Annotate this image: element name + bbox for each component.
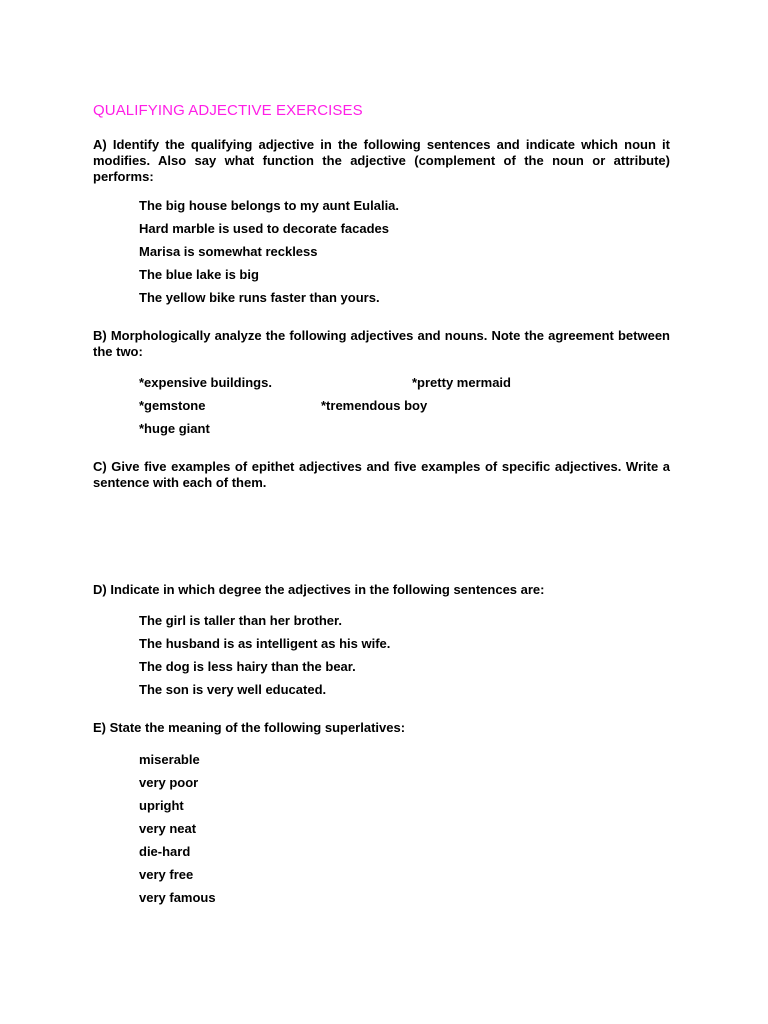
section-d-item: The husband is as intelligent as his wife. xyxy=(139,636,391,651)
section-d-item: The girl is taller than her brother. xyxy=(139,613,342,628)
section-d-item: The dog is less hairy than the bear. xyxy=(139,659,356,674)
section-a-item: The blue lake is big xyxy=(139,267,259,282)
section-e-item: upright xyxy=(139,798,184,813)
section-b-item: *gemstone xyxy=(139,398,206,413)
section-a-item: The big house belongs to my aunt Eulalia. xyxy=(139,198,400,213)
document-title: QUALIFYING ADJECTIVE EXERCISES xyxy=(93,102,363,119)
section-b-item: *expensive buildings. xyxy=(139,375,272,390)
section-e-item: very poor xyxy=(139,775,199,790)
section-c-prompt: C) Give five examples of epithet adjectives and five examples of specific adjectives. Write a sentence with each of them. xyxy=(93,459,670,490)
section-e-item: very free xyxy=(139,867,194,882)
section-e-item: miserable xyxy=(139,752,200,767)
section-a-item: Hard marble is used to decorate facades xyxy=(139,221,389,236)
section-b-item: *pretty mermaid xyxy=(412,375,511,390)
section-a-prompt: A) Identify the qualifying adjective in the following sentences and indicate which noun it modifies. Also say what function the adjective (complement of the noun or attribute) performs: xyxy=(93,137,670,184)
section-b-prompt: B) Morphologically analyze the following adjectives and nouns. Note the agreement between the two: xyxy=(93,328,670,359)
section-a-item: Marisa is somewhat reckless xyxy=(139,244,318,259)
section-e-item: very famous xyxy=(139,890,216,905)
section-e-item: very neat xyxy=(139,821,197,836)
section-b-item: *tremendous boy xyxy=(321,398,428,413)
section-d-item: The son is very well educated. xyxy=(139,682,327,697)
section-d-prompt: D) Indicate in which degree the adjectives in the following sentences are: xyxy=(93,582,545,597)
section-e-prompt: E) State the meaning of the following superlatives: xyxy=(93,720,406,735)
section-b-item: *huge giant xyxy=(139,421,210,436)
section-a-item: The yellow bike runs faster than yours. xyxy=(139,290,380,305)
section-e-item: die-hard xyxy=(139,844,191,859)
